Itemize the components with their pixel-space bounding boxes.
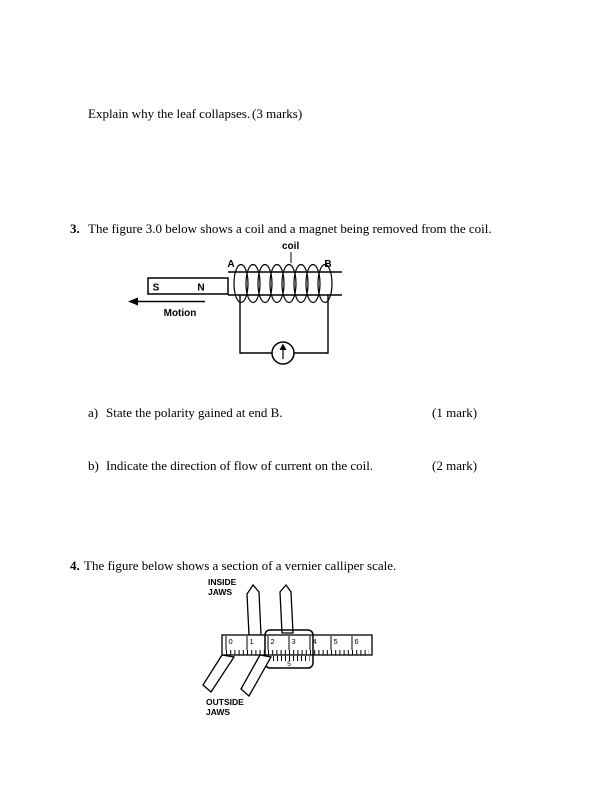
inside-jaw-fixed [247,585,261,635]
intro-question-text: Explain why the leaf collapses. [88,106,251,121]
q3-part-b-text: Indicate the direction of flow of current on the coil. [106,458,374,473]
magnet-north-pole-label: N [197,282,205,294]
motion-label: Motion [163,308,197,319]
main-scale-number-3: 3 [291,637,296,646]
intro-question-marks: (3 marks) [252,106,303,121]
outside-jaw-fixed [203,655,234,692]
q3-part-b-label: b) [88,458,99,473]
q3-part-a-marks: (1 mark) [432,405,478,420]
q3-part-b-marks: (2 mark) [432,458,478,473]
outside-jaws-label-line2: JAWS [206,707,231,717]
bar-magnet [148,278,228,294]
q4-number: 4. [70,558,80,573]
motion-arrow-head [128,298,138,306]
coil-magnet-diagram [110,238,370,378]
main-scale-number-0: 0 [228,637,233,646]
inside-jaws-label-line2: JAWS [208,587,233,597]
q3-text: The figure 3.0 below shows a coil and a magnet being removed from the coil. [88,221,492,236]
main-scale-beam [222,635,372,655]
coil-label: coil [282,241,300,252]
q3-part-a-label: a) [88,405,99,420]
coil-end-a-label: A [227,259,235,270]
main-scale-number-5: 5 [333,637,338,646]
q3-number: 3. [70,221,80,236]
outside-jaw-movable [241,655,271,696]
outside-jaws-label-line1: OUTSIDE [206,697,244,707]
coil-core-lines [228,272,342,295]
main-scale-number-1: 1 [249,637,254,646]
main-scale-number-6: 6 [354,637,359,646]
vernier-calliper-diagram [170,572,390,722]
inside-jaw-movable [280,585,293,633]
main-scale-number-4: 4 [312,637,317,646]
vernier-scale-label: 5 [287,661,291,668]
q3-part-a-text: State the polarity gained at end B. [106,405,283,420]
main-scale-number-2: 2 [270,637,275,646]
magnet-south-pole-label: S [152,282,160,294]
coil-turns [234,265,332,303]
coil-end-b-label: B [324,259,332,270]
inside-jaws-label-line1: INSIDE [208,577,237,587]
q4-text: The figure below shows a section of a vernier calliper scale. [84,558,397,573]
